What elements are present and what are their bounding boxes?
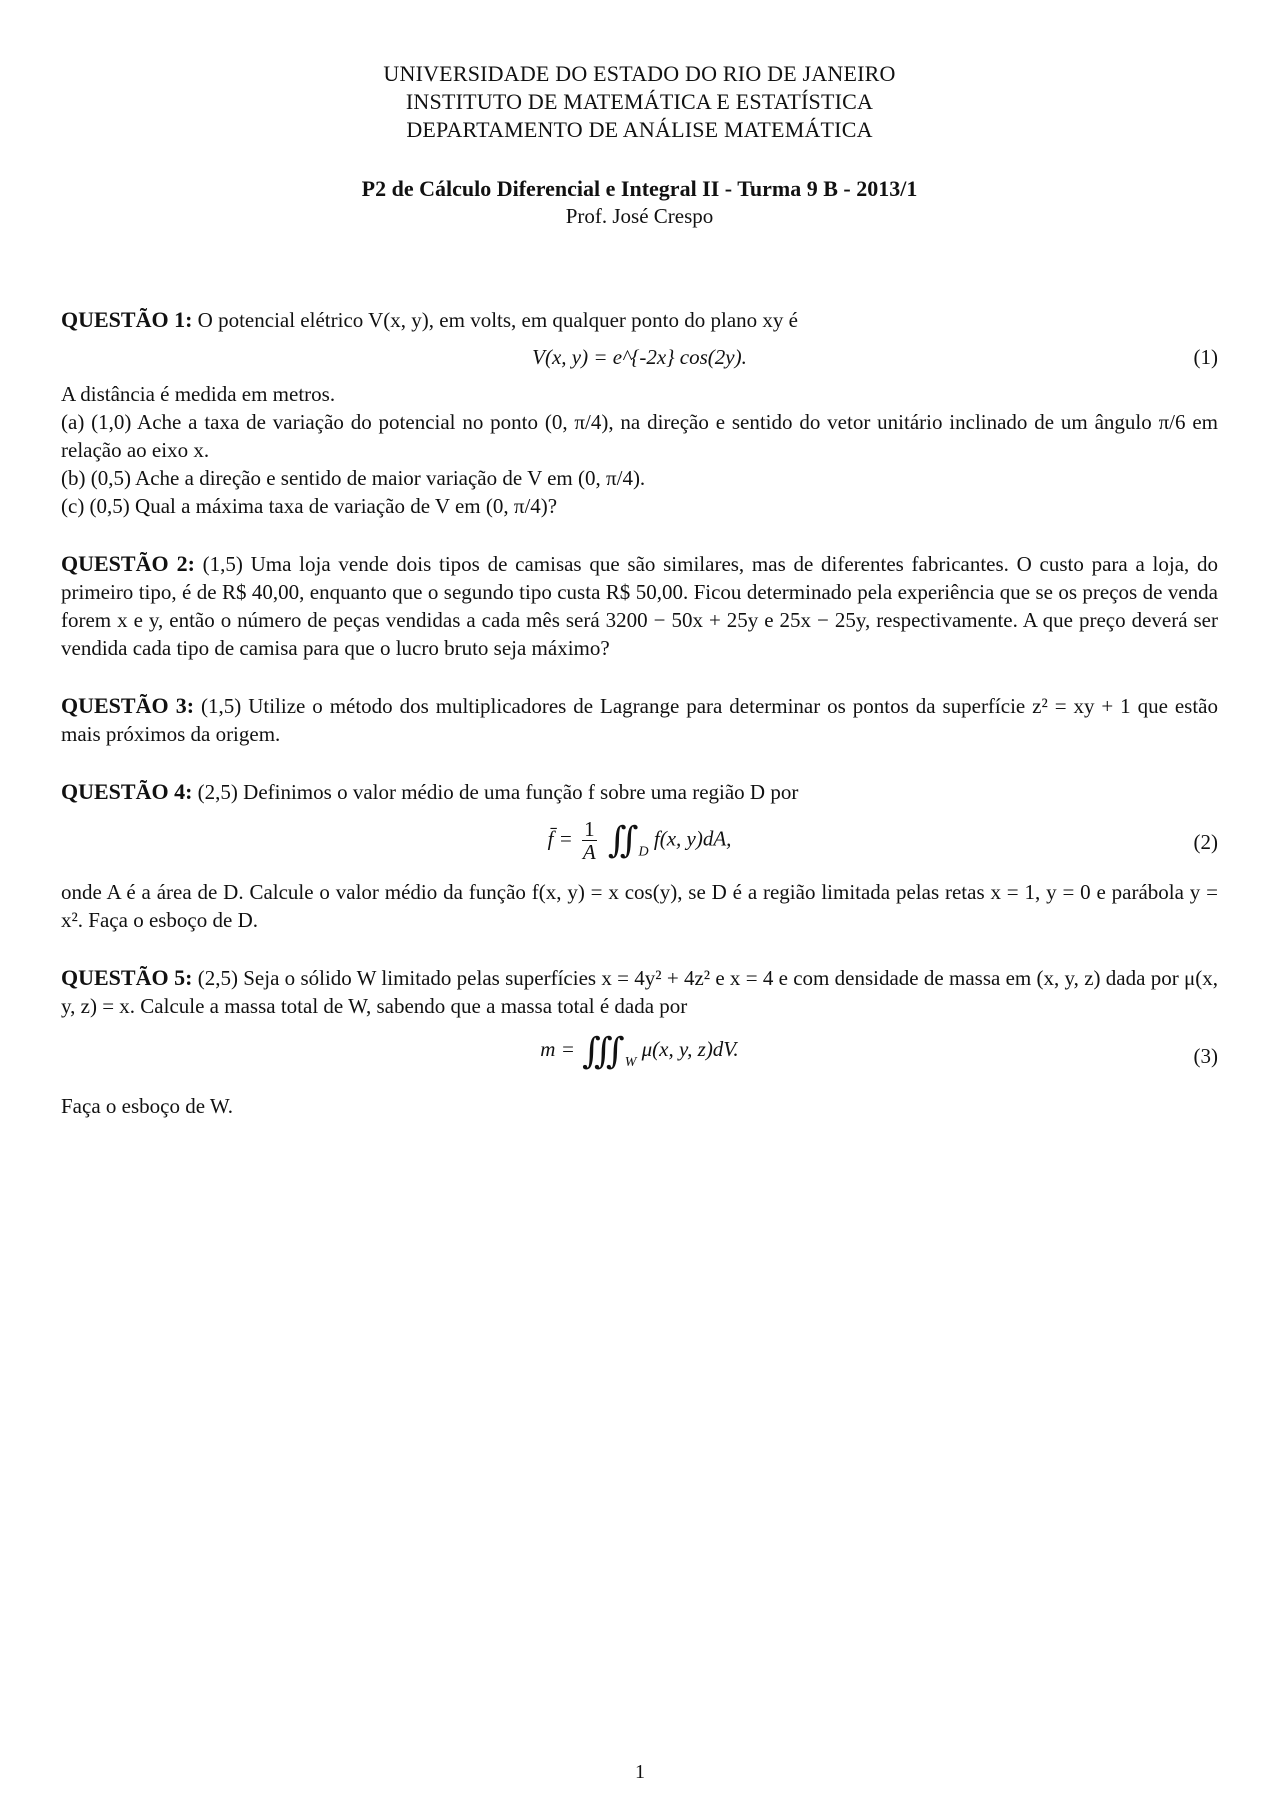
page-number: 1: [635, 1761, 645, 1783]
exam-title-block: [61, 174, 1218, 230]
question-3-text: (1,5) Utilize o método dos multiplicadores de Lagrange para determinar os pontos da superfície z² = xy + 1 que estão mais próximos da origem.: [61, 694, 1218, 746]
question-5-label: QUESTÃO 5:: [61, 965, 193, 990]
fraction-denominator: A: [582, 839, 596, 864]
equation-2-body: [548, 818, 732, 866]
department-name: DEPARTAMENTO DE ANÁLISE MATEMÁTICA: [406, 117, 873, 142]
university-name: UNIVERSIDADE DO ESTADO DO RIO DE JANEIRO: [383, 61, 896, 86]
question-4-after: onde A é a área de D. Calcule o valor médio da função f(x, y) = x cos(y), se D é a região limitada pelas retas x = 1, y = 0 e parábola y = x². Faça o esboço de D.: [61, 880, 1218, 932]
fraction-numerator: 1: [584, 816, 595, 841]
question-1-item-c: (c) (0,5) Qual a máxima taxa de variação de V em (0, π/4)?: [61, 494, 558, 518]
question-5-after: Faça o esboço de W.: [61, 1094, 234, 1118]
equation-3-rhs: μ(x, y, z)dV.: [641, 1037, 739, 1061]
question-5: [61, 964, 1218, 1120]
integral-region-w: W: [624, 1055, 637, 1070]
question-1-item-a: (a) (1,0) Ache a taxa de variação do potencial no ponto (0, π/4), na direção e sentido do vetor unitário inclinado de um ângulo π/6 em relação ao eixo x.: [61, 410, 1218, 462]
distance-note: A distância é medida em metros.: [61, 382, 336, 406]
professor-name: Prof. José Crespo: [565, 204, 714, 228]
question-5-text: (2,5) Seja o sólido W limitado pelas superfícies x = 4y² + 4z² e x = 4 e com densidade de massa em (x, y, z) dada por μ(x, y, z) = x. Calcule a massa total de W, sabendo que a massa total é dada por: [61, 966, 1218, 1018]
question-3-label: QUESTÃO 3:: [61, 693, 195, 718]
double-integral-sign: ∬: [607, 820, 639, 861]
question-1: [61, 306, 1218, 520]
integral-region-d: D: [638, 844, 649, 860]
exam-title: P2 de Cálculo Diferencial e Integral II - Turma 9 B - 2013/1: [361, 176, 918, 201]
equation-2: [61, 806, 1218, 878]
equation-1: [61, 334, 1218, 380]
equation-3-body: [540, 1031, 739, 1077]
equation-2-rhs: f(x, y)dA,: [653, 826, 732, 851]
question-1-label: QUESTÃO 1:: [61, 307, 193, 332]
equation-2-fraction: [582, 818, 597, 863]
exam-page: [61, 60, 1218, 1120]
question-4: [61, 778, 1218, 934]
question-3: [61, 692, 1218, 748]
question-4-label: QUESTÃO 4:: [61, 779, 193, 804]
question-2-text: (1,5) Uma loja vende dois tipos de camisas que são similares, mas de diferentes fabricantes. O custo para a loja, do primeiro tipo, é de R$ 40,00, enquanto que o segundo tipo custa R$ 50,00. Ficou determinado pela experiência que se os preços de venda forem x e y, então o número de peças vendidas a cada mês será 3200 − 50x + 25y e 25x − 25y, respectivamente. A que preço deverá ser vendida cada tipo de camisa para que o lucro bruto seja máximo?: [61, 552, 1219, 660]
institute-name: INSTITUTO DE MATEMÁTICA E ESTATÍSTICA: [405, 89, 874, 114]
question-4-intro: (2,5) Definimos o valor médio de uma função f sobre uma região D por: [197, 780, 799, 804]
equation-3-number: (3): [1193, 1044, 1218, 1068]
question-2: [61, 550, 1218, 662]
institution-header: [61, 60, 1218, 144]
equation-1-number: (1): [1193, 345, 1218, 369]
equation-1-body: V(x, y) = e^{-2x} cos(2y).: [532, 345, 747, 369]
equation-2-number: (2): [1193, 830, 1218, 854]
equation-2-lhs: f̄ =: [547, 826, 573, 851]
question-2-label: QUESTÃO 2:: [61, 551, 195, 576]
question-1-item-b: (b) (0,5) Ache a direção e sentido de maior variação de V em (0, π/4).: [61, 466, 646, 490]
equation-3: [61, 1020, 1218, 1092]
question-1-intro: O potencial elétrico V(x, y), em volts, em qualquer ponto do plano xy é: [197, 308, 798, 332]
equation-3-lhs: m =: [540, 1037, 575, 1061]
triple-integral-sign: ∭: [582, 1031, 625, 1072]
